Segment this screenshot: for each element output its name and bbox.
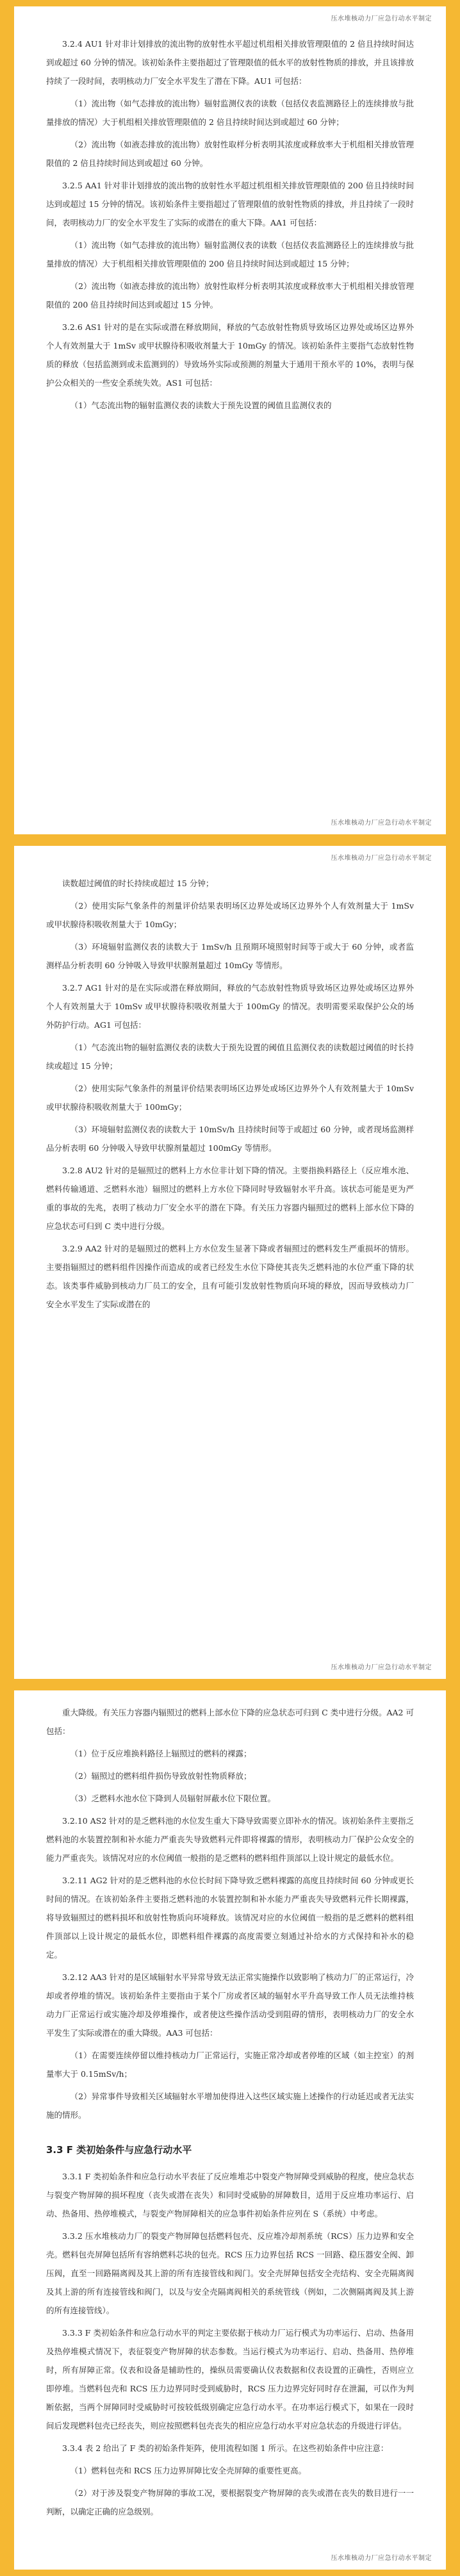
- document-page-1: [14, 6, 446, 834]
- paragraph-item: （2）对于涉及裂变产物屏障的事故工况，要根据裂变产物屏障的丧失或潜在丧失的数目进行一一判断，以确定正确的应急级别。: [46, 2488, 414, 2516]
- page-header: 压水堆核动力厂应急行动水平制定: [331, 15, 432, 22]
- section-title: 3.3 F 类初始条件与应急行动水平: [46, 2144, 192, 2156]
- paragraph: 3.2.9 AA2 针对的是辐照过的燃料上方水位发生显著下降或者辐照过的燃料发生严重损坏的情形。主要指辐照过的燃料组件因操作而造成的或者已经发生水位下降使其丧失乏燃料池的水位严重下降的状态。该类事件威胁到核动力厂员工的安全，且有可能引发放射性物质向环境的释放，因而导致核动力厂安全水平发生了实际或潜在的: [46, 1244, 414, 1309]
- paragraph: 3.2.7 AG1 针对的是在实际或潜在释放期间，释放的气态放射性物质导致场区边界处或场区边界外个人有效剂量大于 10mSv 或甲状腺待积吸收剂量大于 100mGy 的情况。表明需要采取保护公众的场外防护行动。AG1 可包括：: [46, 983, 414, 1030]
- paragraph: 3.2.6 AS1 针对的是在实际或潜在释放期间，释放的气态放射性物质导致场区边界处或场区边界外个人有效剂量大于 1mSv 或甲状腺待积吸收剂量大于 10mGy 的情况。该初始条件主要指气态放射性物质的释放（包括监测到或未监测到的）导致场外实际或预测的剂量大于通用干预水平的 10%，表明与保护公众相关的一些安全系统失效。AS1 可包括：: [46, 322, 414, 388]
- paragraph: 3.2.5 AA1 针对非计划排放的流出物的放射性水平超过机组相关排放管理限值的 200 倍且持续时间达到或超过 15 分钟的情况。该初始条件主要指超过了管理限值的放射性物质的排放，并且持续了一段时间，表明核动力厂的安全水平发生了实际的或潜在的重大下降。AA1 可包括：: [46, 181, 414, 227]
- paragraph-item: （2）使用实际气象条件的剂量评价结果表明场区边界处或场区边界外个人有效剂量大于 10mSv 或甲状腺待积吸收剂量大于 100mGy；: [46, 1084, 414, 1112]
- paragraph: 3.2.4 AU1 针对非计划排放的流出物的放射性水平超过机组相关排放管理限值的 2 倍且持续时间达到或超过 60 分钟的情况。该初始条件主要指超过了管理限值的低水平的放射性物质的排放，并且该排放持续了一段时间，表明核动力厂安全水平发生了潜在下降。AU1 可包括：: [46, 39, 414, 86]
- paragraph: 3.2.11 AG2 针对的是乏燃料池的水位长时间下降导致乏燃料裸露的高度且持续时间 60 分钟或更长时间的情况。在该初始条件主要指乏燃料池的水装置控制和补水能力严重丧失导致燃料元件长期裸露，将导致辐照过的燃料损坏和放射性物质向环境释放。该情况对应的水位阈值一般指的是乏燃料的燃料组件顶部以上设计规定的最低水位，即燃料组件裸露的高度需要立刻通过补给水的方式保持和补水的稳定。: [46, 1876, 414, 1960]
- page-footer: 压水堆核动力厂应急行动水平制定: [331, 2555, 432, 2562]
- paragraph-item: （2）流出物（如液态排放的流出物）放射性取样分析表明其浓度或释放率大于机组相关排放管理限值的 2 倍且持续时间达到或超过 60 分钟。: [46, 140, 414, 168]
- paragraph-item: （2）辐照过的燃料组件损伤导致放射性物质释放；: [70, 1771, 252, 1781]
- paragraph: 重大降级。有关压力容器内辐照过的燃料上部水位下降的应急状态可归到 C 类中进行分级。AA2 可包括：: [46, 1708, 414, 1736]
- paragraph: 3.3.2 压水堆核动力厂的裂变产物屏障包括燃料包壳、反应堆冷却剂系统（RCS）压力边界和安全壳。燃料包壳屏障包括所有容纳燃料芯块的包壳。RCS 压力边界包括 RCS 一回路、稳压器安全阀、卸压阀，直至一回路隔离阀及其上游的所有连接管线和阀门。安全壳屏障包括安全壳结构、安全壳隔离阀及其上游的所有连接管线和阀门，以及与安全壳隔离阀相关的系统管线（例如，二次侧隔离阀及其上游的所有连接管线）。: [46, 2231, 414, 2315]
- page-body: [14, 846, 446, 1314]
- page-body: [14, 1690, 446, 2521]
- document-page-3: [14, 1690, 446, 2570]
- paragraph-item: （1）流出物（如气态排放的流出物）辐射监测仪表的读数（包括仪表监测路径上的连续排放与批量排放的情况）大于机组相关排放管理限值的 2 倍且持续时间达到或超过 60 分钟；: [46, 99, 414, 127]
- page-header: 压水堆核动力厂应急行动水平制定: [331, 855, 432, 862]
- paragraph: 3.2.8 AU2 针对的是辐照过的燃料上方水位非计划下降的情况。主要指换料路径上（反应堆水池、燃料传输通道、乏燃料水池）辐照过的燃料上方水位下降同时导致辐射水平升高。该状态可能是更为严重的事故的先兆，表明了核动力厂安全水平的潜在下降。有关压力容器内辐照过的燃料上部水位下降的应急状态可归到 C 类中进行分级。: [46, 1166, 414, 1231]
- paragraph: 3.3.4 表 2 给出了 F 类的初始条件矩阵，使用流程如图 1 所示。在这些初始条件中应注意：: [62, 2443, 389, 2453]
- paragraph-item: （1）燃料包壳和 RCS 压力边界屏障比安全壳屏障的重要性更高。: [70, 2466, 306, 2475]
- paragraph-item: （1）气态流出物的辐射监测仪表的读数大于预先设置的阈值且监测仪表的读数超过阈值的时长持续或超过 15 分钟；: [46, 1043, 414, 1071]
- page-footer: 压水堆核动力厂应急行动水平制定: [331, 820, 432, 827]
- page-footer: 压水堆核动力厂应急行动水平制定: [331, 1664, 432, 1671]
- paragraph-item: （2）流出物（如液态排放的流出物）放射性取样分析表明其浓度或释放率大于机组相关排放管理限值的 200 倍且持续时间达到或超过 15 分钟。: [46, 281, 414, 310]
- paragraph-item: （1）流出物（如气态排放的流出物）辐射监测仪表的读数（包括仪表监测路径上的连续排放与批量排放的情况）大于机组相关排放管理限值的 200 倍且持续时间达到或超过 15 分钟；: [46, 240, 414, 268]
- paragraph-item: （2）异常事件导致相关区域辐射水平增加使得进入这些区域实施上述操作的行动延迟或者无法实施的情形。: [46, 2092, 414, 2120]
- paragraph-item: （1）位于反应堆换料路径上辐照过的燃料的裸露；: [70, 1749, 252, 1758]
- paragraph: 3.2.10 AS2 针对的是乏燃料池的水位发生重大下降导致需要立即补水的情况。该初始条件主要指乏燃料池的水装置控制和补水能力严重丧失导致燃料元件即将裸露的情形，表明核动力厂保护公众安全的能力严重丧失。该情况对应的水位阈值一般指的是乏燃料的燃料组件顶部以上设计规定的最低水位。: [46, 1816, 414, 1863]
- document-page-2: [14, 846, 446, 1679]
- paragraph: 3.3.1 F 类初始条件和应急行动水平表征了反应堆堆芯中裂变产物屏障受到威胁的程度，使应急状态与裂变产物屏障的损坏程度（丧失或潜在丧失）和同时受威胁的屏障数目，适用于反应堆功率运行、启动、热备用、热停堆模式，与裂变产物屏障相关的应急事件初始条件应列在 S（系统）中考虑。: [46, 2172, 414, 2218]
- page-body: [14, 6, 446, 415]
- paragraph: 3.2.12 AA3 针对的是区域辐射水平异常导致无法正常实施操作以致影响了核动力厂的正常运行，冷却或者停堆的情况。该初始条件主要指由于某个厂房或者区域的辐射水平升高导致工作人员无法维持核动力厂正常运行或实施冷却及停堆操作，或者使这些操作活动受到阻碍的情形，表明核动力厂的安全水平发生了实际或潜在的重大降级。AA3 可包括：: [46, 1972, 414, 2038]
- paragraph-item: （1）气态流出物的辐射监测仪表的读数大于预先设置的阈值且监测仪表的: [70, 400, 332, 410]
- paragraph-item: （3）环境辐射监测仪表的读数大于 1mSv/h 且预期环境照射时间等于或大于 60 分钟，或者监测样品分析表明 60 分钟吸入导致甲状腺剂量超过 10mGy 等情形。: [46, 942, 414, 970]
- paragraph-item: （3）乏燃料水池水位下降到人员辐射屏蔽水位下限位置。: [70, 1794, 275, 1803]
- paragraph: 读数超过阈值的时长持续或超过 15 分钟；: [62, 879, 214, 888]
- paragraph-item: （2）使用实际气象条件的剂量评价结果表明场区边界处或场区边界外个人有效剂量大于 1mSv 或甲状腺待积吸收剂量大于 10mGy；: [46, 901, 414, 929]
- paragraph-item: （1）在需要连续停留以维持核动力厂正常运行，实施正常冷却或者停堆的区域（如主控室）的剂量率大于 0.15mSv/h；: [46, 2051, 414, 2079]
- paragraph-item: （3）环境辐射监测仪表的读数大于 10mSv/h 且持续时间等于或超过 60 分钟，或者现场监测样品分析表明 60 分钟吸入导致甲状腺剂量超过 100mGy 等情形。: [46, 1125, 414, 1153]
- paragraph: 3.3.3 F 类初始条件和应急行动水平的判定主要依据于核动力厂运行模式为功率运行、启动、热备用及热停堆模式情况下，表征裂变产物屏障的状态参数。当运行模式为功率运行、启动、热备用、热停堆时，所有屏障正常。仪表和设备是辅助性的，操纵员需要确认仪表数据和仪表设置的正确性，否则应立即停堆。当燃料包壳和 RCS 压力边界同时受到威胁时，RCS 压力边界完好同时存在泄漏，可以作为判断依据，当两个屏障同时受威胁时可按较低级别确定应急行动水平。在功率运行模式下，如果在一段时间后发现燃料包壳已经丧失，则应按照燃料包壳丧失的相应应急行动水平对应急状态的升级进行评估。: [46, 2328, 414, 2431]
